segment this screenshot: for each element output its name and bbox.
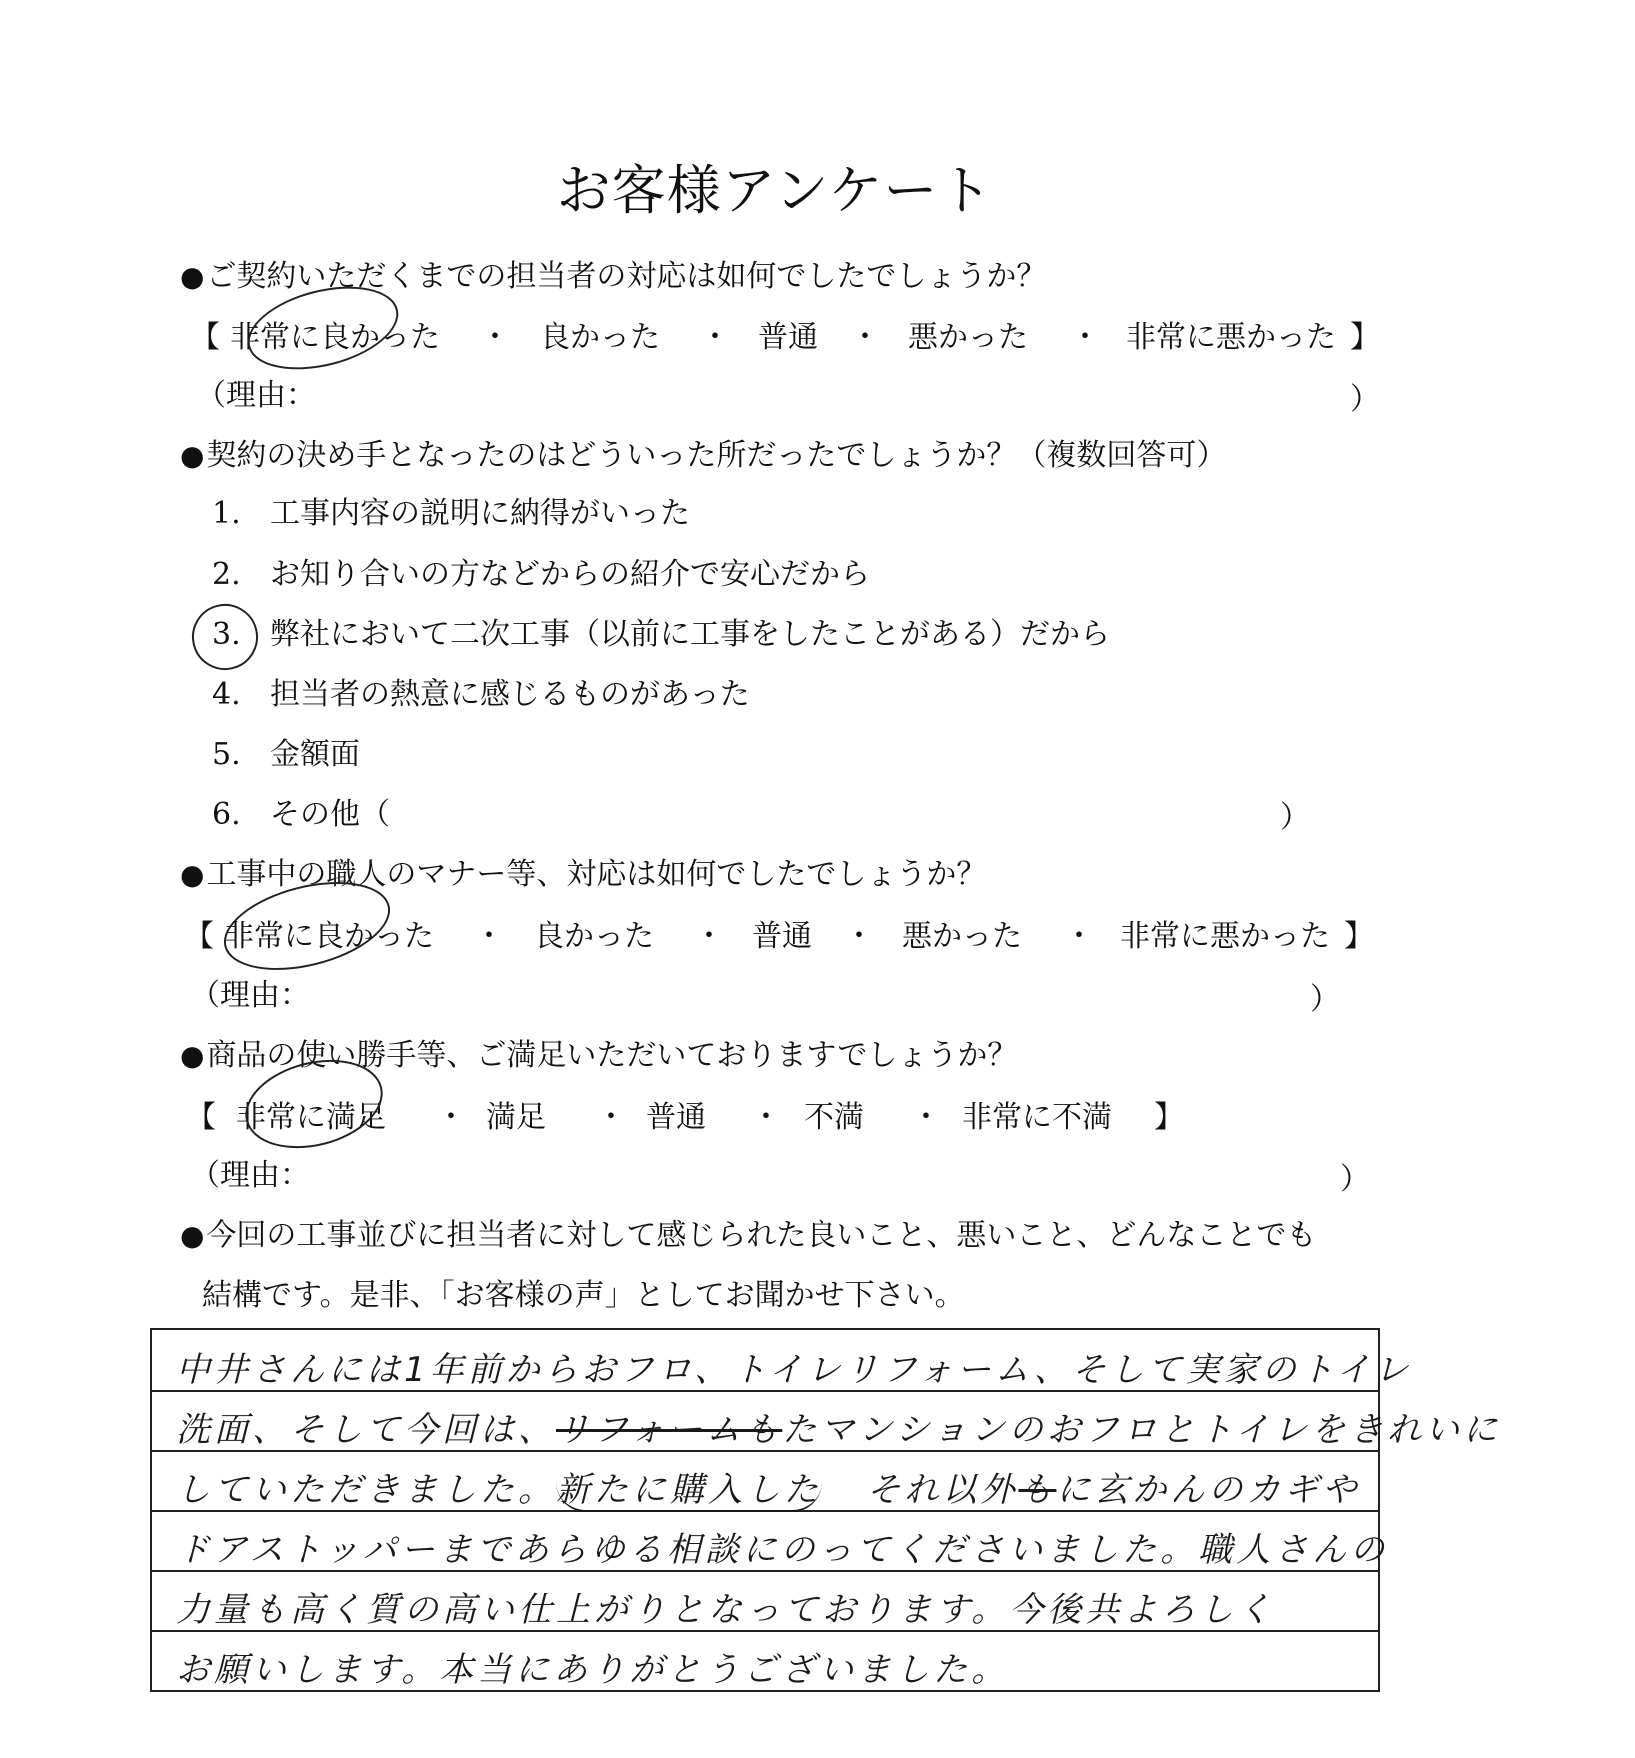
bullet: ● <box>180 1219 205 1252</box>
q2-other-close: ） <box>1280 800 1310 835</box>
bullet: ● <box>180 439 205 472</box>
q2-option-5[interactable] <box>212 735 360 775</box>
dot-separator: ・ <box>1070 320 1100 355</box>
struck-text: も <box>1018 1470 1057 1510</box>
q3-reason-close: ） <box>1310 982 1340 1017</box>
q2-option-1[interactable] <box>212 494 690 534</box>
q1-choice-normal[interactable]: 普通 <box>758 320 818 355</box>
question-2-text: 契約の決め手となったのはどういった所だったでしょうか？（複数回答可） <box>206 438 1227 473</box>
q2-option-2[interactable] <box>212 555 870 595</box>
choice-bracket-open: 【 <box>190 320 220 355</box>
comment-text: 洗面、そして今回は、 <box>176 1410 556 1450</box>
question-2 <box>180 436 1226 476</box>
q4-reason-close: ） <box>1340 1162 1370 1197</box>
option-text: 金額面 <box>270 737 360 772</box>
comment-text: それ以外 <box>866 1470 1019 1510</box>
q4-choice-satisfied[interactable]: 満足 <box>486 1100 546 1135</box>
question-3-text: 工事中の職人のマナー等、対応は如何でしたでしょうか？ <box>206 857 987 892</box>
option-number: 1. <box>212 496 241 531</box>
q1-choice-very-bad[interactable]: 非常に悪かった <box>1126 320 1336 355</box>
dot-separator: ・ <box>911 1100 941 1135</box>
q3-choice-very-bad[interactable]: 非常に悪かった <box>1120 919 1330 954</box>
q2-option-4[interactable] <box>212 675 750 715</box>
dot-separator: ・ <box>596 1100 626 1135</box>
dot-separator: ・ <box>700 320 730 355</box>
comment-text: に <box>1056 1470 1095 1510</box>
dot-separator: ・ <box>436 1100 466 1135</box>
comment-text: していただきました。 <box>176 1470 556 1510</box>
q3-choice-good[interactable]: 良かった <box>534 919 654 954</box>
hand-circle-mark <box>185 597 265 677</box>
q1-choice-very-good[interactable]: 非常に良かった <box>230 320 440 355</box>
choice-bracket-close: 】 <box>1350 320 1380 355</box>
choice-bracket-close: 】 <box>1344 919 1374 954</box>
dot-separator: ・ <box>1064 919 1094 954</box>
option-text: お知り合いの方などからの紹介で安心だから <box>270 557 870 592</box>
q4-choice-normal[interactable]: 普通 <box>646 1100 706 1135</box>
q1-reason-label: （理由： <box>196 378 316 413</box>
comment-line-3 <box>176 1462 1360 1511</box>
dot-separator: ・ <box>694 919 724 954</box>
q4-choice-very-satisfied[interactable]: 非常に満足 <box>236 1100 386 1135</box>
bullet: ● <box>180 260 205 293</box>
option-text: その他（ <box>270 797 390 832</box>
q2-option-6[interactable] <box>212 795 390 835</box>
q2-option-3[interactable] <box>212 615 1110 655</box>
bullet: ● <box>180 858 205 891</box>
dot-separator: ・ <box>474 919 504 954</box>
q1-choice-good[interactable]: 良かった <box>540 320 660 355</box>
question-4-text: 商品の使い勝手等、ご満足いただいておりますでしょうか？ <box>206 1038 1018 1073</box>
dot-separator: ・ <box>850 320 880 355</box>
option-number: 2. <box>212 557 241 592</box>
dot-separator: ・ <box>480 320 510 355</box>
dot-separator: ・ <box>844 919 874 954</box>
comment-line-6: お願いします。本当にありがとうございました。 <box>176 1650 1010 1690</box>
comment-text: たマンションのおフロとトイレをきれいに <box>782 1410 1502 1450</box>
question-5-text-2: 結構です。是非、「お客様の声」としてお聞かせ下さい。 <box>202 1278 965 1313</box>
bullet: ● <box>180 1039 205 1072</box>
q4-reason-label: （理由： <box>190 1158 310 1193</box>
comment-text: 玄かんのカギや <box>1094 1470 1361 1510</box>
comment-line-4: ドアストッパーまであらゆる相談にのってくださいました。職人さんの <box>176 1530 1389 1570</box>
page-title: お客様アンケート <box>556 159 994 222</box>
q3-reason-label: （理由： <box>190 978 310 1013</box>
q1-reason-close: ） <box>1350 382 1380 417</box>
option-text: 担当者の熱意に感じるものがあった <box>270 677 750 712</box>
comment-line-1: 中井さんには1年前からおフロ、トイレリフォーム、そして実家のトイレ <box>176 1350 1413 1390</box>
q3-choice-very-good[interactable]: 非常に良かった <box>224 919 434 954</box>
comment-line-5: 力量も高く質の高い仕上がりとなっております。今後共よろしく <box>176 1590 1276 1630</box>
underlined-text: 新たに購入した <box>556 1470 822 1510</box>
question-5 <box>180 1216 1316 1256</box>
q4-choice-dissatisfied[interactable]: 不満 <box>804 1100 864 1135</box>
question-1-text: ご契約いただくまでの担当者の対応は如何でしたでしょうか？ <box>206 259 1047 294</box>
q4-choice-very-dissatisfied[interactable]: 非常に不満 <box>962 1100 1112 1135</box>
option-number: 4. <box>212 677 241 712</box>
q3-choice-normal[interactable]: 普通 <box>752 919 812 954</box>
option-text: 弊社において二次工事（以前に工事をしたことがある）だから <box>270 617 1110 652</box>
choice-bracket-open: 【 <box>186 1100 216 1135</box>
option-number: 3. <box>212 617 241 652</box>
option-number: 5. <box>212 737 241 772</box>
choice-bracket-close: 】 <box>1154 1100 1184 1135</box>
dot-separator: ・ <box>751 1100 781 1135</box>
question-5-text-1: 今回の工事並びに担当者に対して感じられた良いこと、悪いこと、どんなことでも <box>206 1218 1317 1253</box>
choice-bracket-open: 【 <box>184 919 214 954</box>
option-text: 工事内容の説明に納得がいった <box>270 496 690 531</box>
q3-choice-bad[interactable]: 悪かった <box>902 919 1022 954</box>
option-number: 6. <box>212 797 241 832</box>
q1-choice-bad[interactable]: 悪かった <box>908 320 1028 355</box>
struck-text: リフォームも <box>556 1410 783 1450</box>
comment-line-2 <box>176 1402 1501 1451</box>
